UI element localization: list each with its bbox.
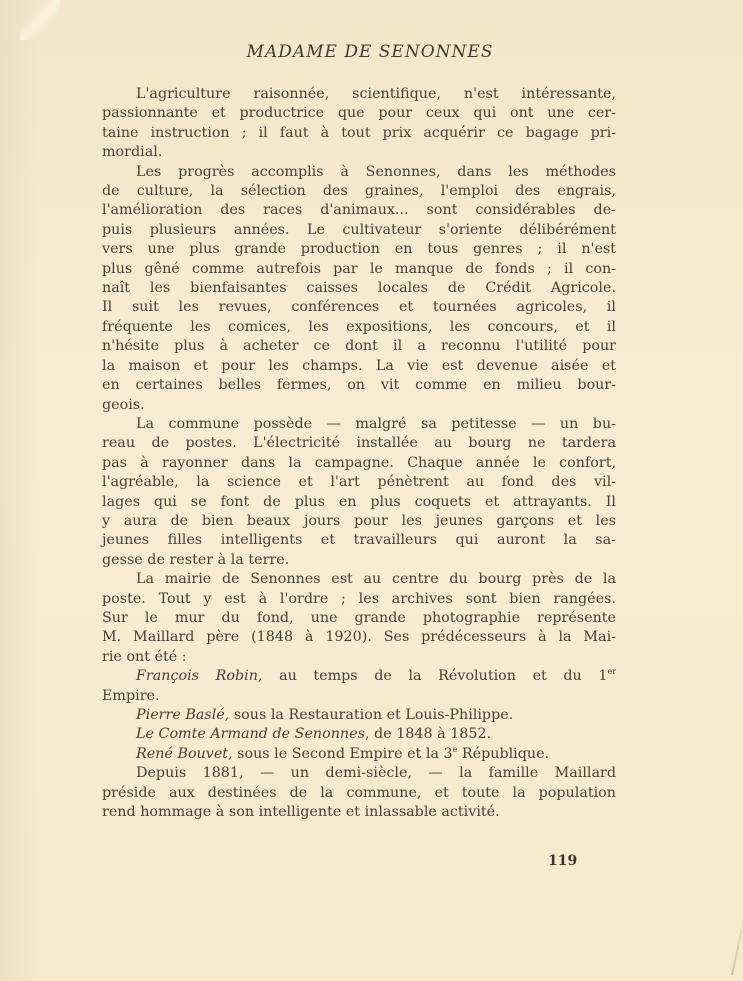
text-line: taine instruction ; il faut à tout prix acquérir ce bagage pri-: [102, 124, 616, 141]
mayor-name: Pierre Baslé: [136, 707, 225, 723]
mayor-entry: [102, 706, 616, 725]
text-line: préside aux destinées de la commune, et toute la population: [102, 784, 616, 801]
text-line: fréquente les comices, les expositions, les concours, et il: [102, 318, 616, 335]
text-line: passionnante et productrice que pour ceux qui ont une cer-: [102, 105, 616, 122]
page-edge-mark: [731, 900, 743, 975]
running-head: MADAME DE SENONNES: [246, 42, 494, 62]
ordinal-suffix: e: [452, 744, 458, 754]
mayor-description: , sous la Restauration et Louis-Philippe.: [224, 707, 514, 723]
text-line: Les progrès accomplis à Senonnes, dans les méthodes: [136, 163, 616, 180]
body-text: [102, 85, 616, 822]
text-line: Sur le mur du fond, une grande photographie représente: [102, 609, 616, 626]
text-line: mordial.: [102, 144, 163, 161]
text-line: naît les bienfaisantes caisses locales de Crédit Agricole.: [102, 280, 616, 297]
ordinal-suffix: er: [607, 667, 616, 677]
text-line: puis plusieurs années. Le cultivateur s'oriente délibérément: [102, 221, 616, 238]
mayor-entry: [102, 745, 616, 764]
text-line: pas à rayonner dans la campagne. Chaque année le confort,: [102, 454, 616, 471]
paper-fold-streak: [20, 0, 60, 40]
text-line: Depuis 1881, — un demi-siècle, — la famille Maillard: [136, 765, 616, 782]
text-line: geois.: [102, 396, 145, 413]
text-line: reau de postes. L'électricité installée au bourg ne tardera: [102, 435, 616, 452]
text-line: plus gêné comme autrefois par le manque de fonds ; il con-: [102, 260, 616, 277]
mayor-description-end: République.: [457, 745, 550, 762]
text-line: en certaines belles fermes, on vit comme en milieu bour-: [102, 377, 616, 394]
text-line: gesse de rester à la terre.: [102, 551, 290, 568]
page-number: 119: [548, 853, 578, 869]
text-line: l'amélioration des races d'animaux... sont considérables de-: [102, 202, 616, 219]
mayor-entry-continued: Empire.: [102, 687, 160, 704]
mayor-description: , de 1848 à 1852.: [364, 726, 492, 743]
mayor-description: , au temps de la Révolution et du 1: [257, 668, 608, 685]
mayor-name: Le Comte Armand de Senonnes: [136, 726, 365, 743]
paragraphs: [102, 85, 616, 667]
text-line: n'hésite plus à acheter ce dont il a reconnu l'utilité pour: [102, 338, 616, 355]
text-line: y aura de bien beaux jours pour les jeunes garçons et les: [102, 512, 616, 529]
text-line: lages qui se font de plus en plus coquets et attrayants. Il: [102, 493, 616, 510]
text-line: L'agriculture raisonnée, scientifique, n'est intéressante,: [136, 86, 616, 102]
text-line: jeunes filles intelligents et travailleurs qui auront la sa-: [102, 532, 616, 549]
text-line: rend hommage à son intelligente et inlassable activité.: [102, 804, 500, 821]
mayor-entry: [102, 725, 616, 744]
text-line: Il suit les revues, conférences et tournées agricoles, il: [102, 299, 616, 316]
text-line: la maison et pour les champs. La vie est devenue aisée et: [102, 357, 616, 374]
text-line: vers une plus grande production en tous genres ; il n'est: [102, 241, 616, 258]
text-line: l'agréable, la science et l'art pénètrent au fond des vil-: [102, 474, 616, 491]
text-line: de culture, la sélection des graines, l'emploi des engrais,: [102, 183, 616, 200]
text-line: poste. Tout y est à l'ordre ; les archives sont bien rangées.: [102, 590, 616, 607]
mayor-entry: [102, 667, 616, 686]
mayor-name: René Bouvet: [136, 745, 229, 762]
mayor-description: , sous le Second Empire et la 3: [228, 745, 453, 762]
closing-paragraph: [102, 764, 616, 822]
text-line: La commune possède — malgré sa petitesse — un bu-: [136, 415, 616, 432]
mayor-name: François Robin: [136, 668, 258, 685]
text-line: rie ont été :: [102, 648, 187, 665]
text-line: La mairie de Senonnes est au centre du bourg près de la: [136, 571, 616, 588]
text-line: M. Maillard père (1848 à 1920). Ses prédécesseurs à la Mai-: [102, 629, 616, 646]
